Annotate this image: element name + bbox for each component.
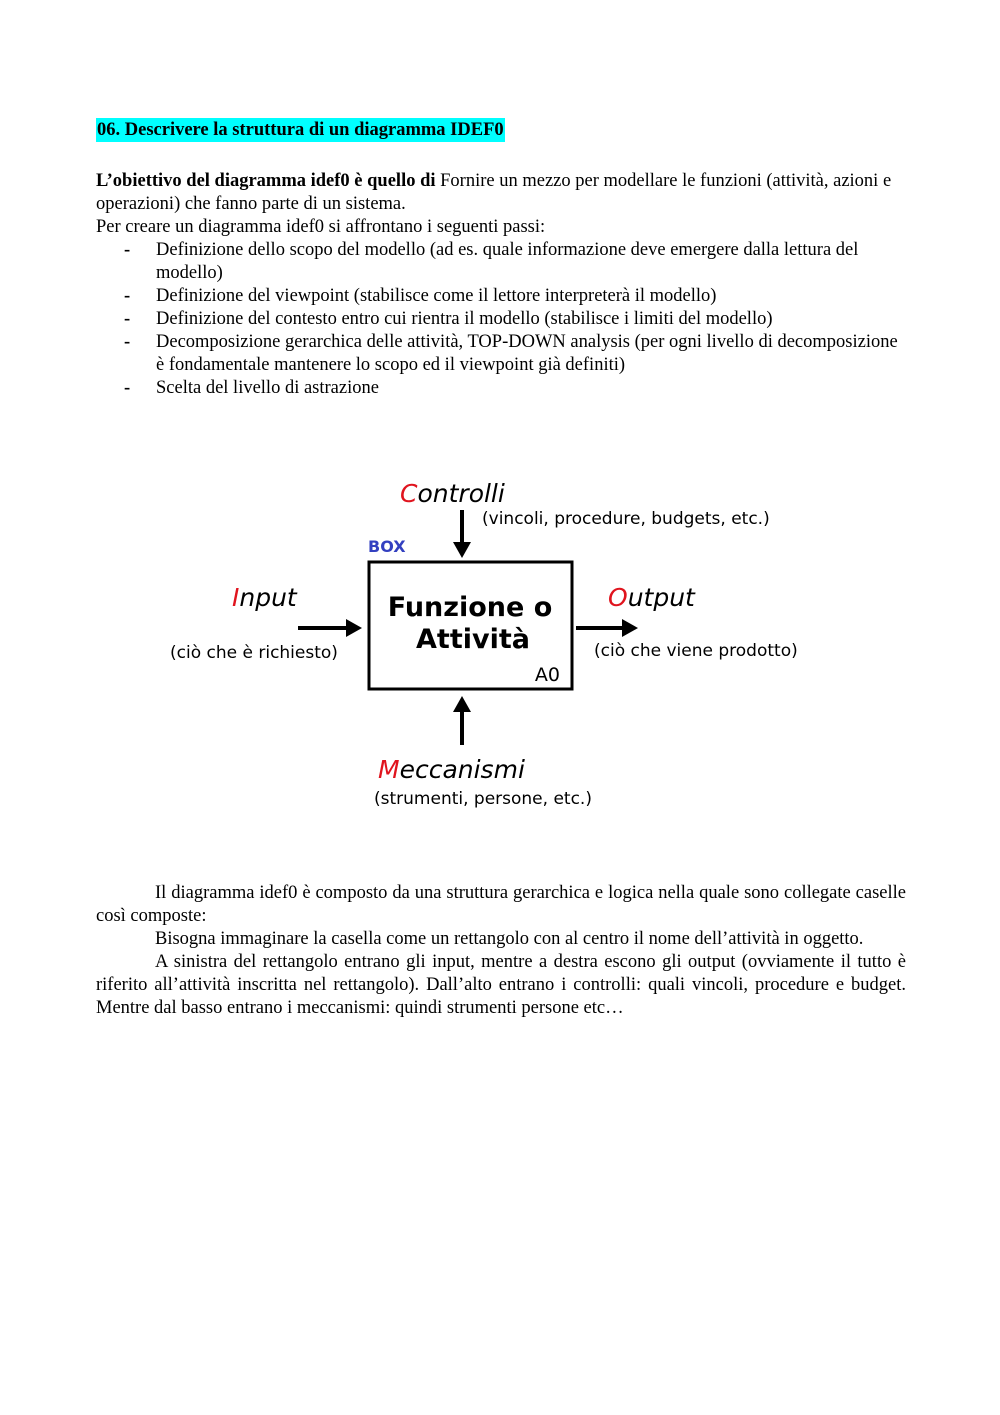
- output-arrow: [576, 619, 638, 637]
- description-section: [96, 882, 906, 1020]
- list-item: - Definizione del contesto entro cui rientra il modello (stabilisce i limiti del modello): [124, 309, 773, 329]
- input-description: (ciò che è richiesto): [170, 643, 338, 663]
- controls-description: (vincoli, procedure, budgets, etc.): [482, 509, 770, 529]
- description-paragraph: A sinistra del rettangolo entrano gli input, mentre a destra escono gli output (ovviamente il tutto è riferito all’attività inscritta nel rettangolo). Dall’alto entrano i controlli: quali vincoli, procedure e budget. Mentre dal basso entrano i meccanismi: quindi strumenti persone etc…: [96, 952, 906, 1018]
- list-item: - Decomposizione gerarchica delle attività, TOP-DOWN analysis (per ogni livello di decomposizione è fondamentale mantenere lo scopo ed il viewpoint già definiti): [124, 332, 898, 375]
- description-paragraph: Il diagramma idef0 è composto da una struttura gerarchica e logica nella quale sono collegate caselle così composte:: [96, 883, 906, 926]
- intro-paragraph: [96, 170, 906, 216]
- list-marker: -: [124, 309, 131, 329]
- list-marker: -: [124, 332, 131, 352]
- list-marker: -: [124, 240, 131, 260]
- box-title-line2: Attività: [416, 624, 530, 655]
- idef0-diagram: [160, 470, 810, 820]
- list-marker: -: [124, 286, 131, 306]
- list-item: - Definizione del viewpoint (stabilisce come il lettore interpreterà il modello): [124, 286, 717, 306]
- description-paragraph: Bisogna immaginare la casella come un rettangolo con al centro il nome dell’attività in oggetto.: [155, 929, 864, 949]
- steps-intro: Per creare un diagramma idef0 si affrontano i seguenti passi:: [96, 217, 546, 237]
- list-marker: -: [124, 378, 131, 398]
- output-label: Output: [608, 583, 695, 612]
- list-item: - Scelta del livello di astrazione: [124, 378, 379, 398]
- input-arrow: [298, 619, 362, 637]
- mechanisms-description: (strumenti, persone, etc.): [374, 789, 592, 809]
- input-label: Input: [232, 583, 297, 612]
- document-body: [96, 118, 906, 400]
- box-id: A0: [534, 664, 560, 686]
- list-item: - Definizione dello scopo del modello (ad es. quale informazione deve emergere dalla lettura del modello): [124, 240, 859, 283]
- intro-bold-lead: L’obiettivo del diagramma idef0 è quello di: [96, 171, 436, 191]
- section-heading: 06. Descrivere la struttura di un diagramma IDEF0: [97, 120, 504, 140]
- steps-list: [96, 239, 906, 400]
- intro-text: Fornire un mezzo per modellare le funzioni (attività, azioni e operazioni) che fanno parte di un sistema.: [96, 171, 892, 214]
- controls-label: Controlli: [400, 479, 505, 508]
- box-title-line1: Funzione o: [387, 592, 553, 623]
- mechanism-arrow: [453, 696, 471, 745]
- output-description: (ciò che viene prodotto): [594, 641, 798, 661]
- mechanisms-label: Meccanismi: [378, 755, 525, 784]
- control-arrow: [453, 510, 471, 558]
- box-tag: BOX: [368, 537, 406, 556]
